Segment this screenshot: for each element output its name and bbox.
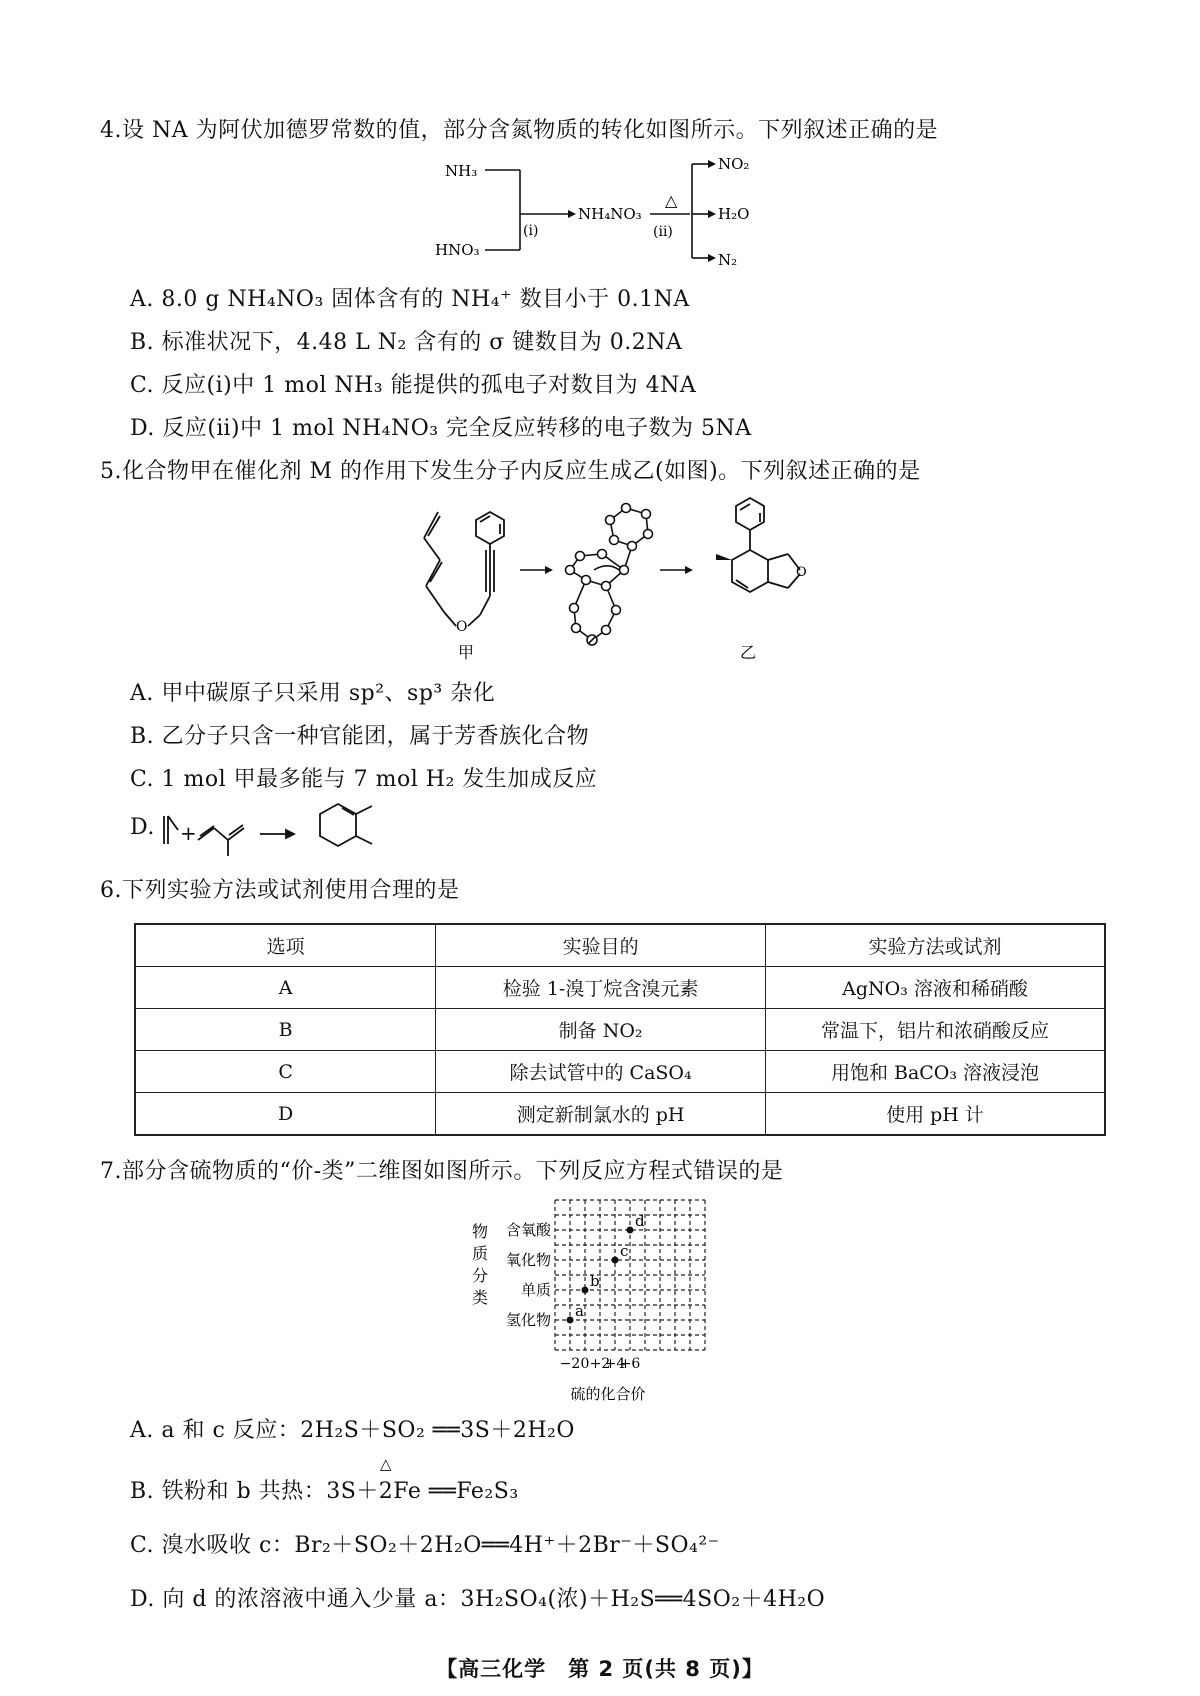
- category-label: 单质: [520, 1281, 551, 1299]
- cell-method: 使用 pH 计: [765, 1093, 1105, 1136]
- q5-option-c: C. 1 mol 甲最多能与 7 mol H₂ 发生加成反应: [130, 767, 598, 792]
- q4-option-b: B. 标准状况下，4.48 L N₂ 含有的 σ 键数目为 0.2NA: [130, 330, 683, 355]
- cell-option: B: [135, 1009, 436, 1051]
- table-row: [135, 967, 1105, 1009]
- q4-heat-icon: △: [665, 191, 678, 210]
- q4-option-c: C. 反应(ⅰ)中 1 mol NH₃ 能提供的孤电子对数目为 4NA: [130, 373, 697, 398]
- cell-purpose: 测定新制氯水的 pH: [436, 1093, 766, 1136]
- arrow-1-icon: [545, 566, 553, 574]
- q7-option-d: D. 向 d 的浓溶液中通入少量 a：3H₂SO₄(浓)＋H₂S══4SO₂＋4H₂O: [130, 1587, 826, 1612]
- q4-option-d: D. 反应(ⅱ)中 1 mol NH₄NO₃ 完全反应转移的电子数为 5NA: [130, 416, 752, 441]
- q5-option-d-reaction: [160, 800, 380, 860]
- compound-jia-structure: [424, 512, 504, 626]
- chart-ylabel: 物质分类: [472, 1222, 489, 1307]
- q4-product-n2: N₂: [718, 251, 738, 269]
- q4-step1: (ⅰ): [523, 223, 539, 239]
- cell-method: 用饱和 BaCO₃ 溶液浸泡: [765, 1051, 1105, 1093]
- cell-option: C: [135, 1051, 436, 1093]
- oxygen-label-yi: O: [796, 565, 807, 580]
- data-point-a: [567, 1317, 574, 1324]
- q7-stem: 7.部分含硫物质的“价-类”二维图如图所示。下列反应方程式错误的是: [100, 1159, 784, 1184]
- wedge-bond: [716, 554, 732, 560]
- col-header-purpose: 实验目的: [436, 924, 766, 967]
- q4-reaction-diagram: [435, 150, 760, 270]
- page-footer: 【高三化学 第 2 页(共 8 页)】: [436, 1657, 764, 1681]
- cell-method: 常温下，铝片和浓硝酸反应: [765, 1009, 1105, 1051]
- cell-purpose: 除去试管中的 CaSO₄: [436, 1051, 766, 1093]
- q5-reaction-scheme: [410, 500, 810, 670]
- q5-stem: 5.化合物甲在催化剂 M 的作用下发生分子内反应生成乙(如图)。下列叙述正确的是: [100, 459, 921, 484]
- cell-option: A: [135, 967, 436, 1009]
- label-yi: 乙: [740, 643, 757, 662]
- x-tick-label: +2: [589, 1356, 611, 1372]
- data-point-label: b: [590, 1272, 600, 1290]
- arrow-2-icon: [685, 566, 693, 574]
- data-point-label: a: [575, 1302, 584, 1320]
- sulfur-valence-class-chart: [460, 1195, 760, 1403]
- x-tick-label: +4: [604, 1356, 626, 1372]
- q4-product-no2: NO₂: [718, 155, 750, 173]
- q4-nh4no3: NH₄NO₃: [578, 205, 642, 223]
- cell-purpose: 制备 NO₂: [436, 1009, 766, 1051]
- table-row: [135, 1009, 1105, 1051]
- x-tick-label: +6: [619, 1356, 641, 1372]
- plus-sign: +: [180, 821, 197, 845]
- category-label: 含氧酸: [505, 1221, 551, 1239]
- q7-option-c: C. 溴水吸收 c：Br₂＋SO₂＋2H₂O══4H⁺＋2Br⁻＋SO₄²⁻: [130, 1533, 720, 1558]
- q6-table: [134, 923, 1106, 1136]
- col-header-method: 实验方法或试剂: [765, 924, 1105, 967]
- x-tick-label: 0: [580, 1356, 590, 1372]
- cell-option: D: [135, 1093, 436, 1136]
- q7-option-b: B. 铁粉和 b 共热：3S＋2Fe ══Fe₂S₃: [130, 1479, 519, 1504]
- q6-stem: 6.下列实验方法或试剂使用合理的是: [100, 878, 460, 903]
- q4-step2: (ⅱ): [653, 224, 673, 240]
- q4-nh3: NH₃: [445, 162, 478, 180]
- q4-hno3: HNO₃: [435, 241, 480, 259]
- label-jia: 甲: [458, 643, 475, 662]
- data-point-label: c: [620, 1242, 629, 1260]
- table-row: [135, 1051, 1105, 1093]
- table-row: [135, 1093, 1105, 1136]
- q7-option-a: A. a 和 c 反应：2H₂S＋SO₂ ══3S＋2H₂O: [130, 1418, 575, 1443]
- q5-option-a: A. 甲中碳原子只采用 sp²、sp³ 杂化: [130, 681, 496, 706]
- q4-option-a: A. 8.0 g NH₄NO₃ 固体含有的 NH₄⁺ 数目小于 0.1NA: [130, 287, 690, 312]
- data-point-d: [627, 1227, 634, 1234]
- col-header-option: 选项: [135, 924, 436, 967]
- data-point-label: d: [635, 1212, 645, 1230]
- q4-stem: 4.设 NA 为阿伏加德罗常数的值，部分含氮物质的转化如图所示。下列叙述正确的是: [100, 118, 939, 143]
- q5-option-d: D.: [130, 815, 155, 840]
- cell-purpose: 检验 1-溴丁烷含溴元素: [436, 967, 766, 1009]
- chart-grid: [555, 1200, 705, 1350]
- category-label: 氢化物: [505, 1311, 551, 1329]
- cell-method: AgNO₃ 溶液和稀硝酸: [765, 967, 1105, 1009]
- q7-b-heat-icon: △: [380, 1455, 392, 1473]
- oxygen-label: O: [456, 619, 468, 635]
- table-header-row: [135, 924, 1105, 967]
- data-point-b: [582, 1287, 589, 1294]
- q5-option-b: B. 乙分子只含一种官能团，属于芳香族化合物: [130, 724, 590, 749]
- x-tick-label: −2: [559, 1356, 581, 1372]
- q4-product-h2o: H₂O: [718, 205, 750, 223]
- chart-xlabel: 硫的化合价: [570, 1385, 646, 1403]
- catalyst-intermediate-model: [566, 504, 653, 646]
- compound-yi-structure: [732, 498, 800, 592]
- category-label: 氧化物: [505, 1251, 551, 1269]
- data-point-c: [612, 1257, 619, 1264]
